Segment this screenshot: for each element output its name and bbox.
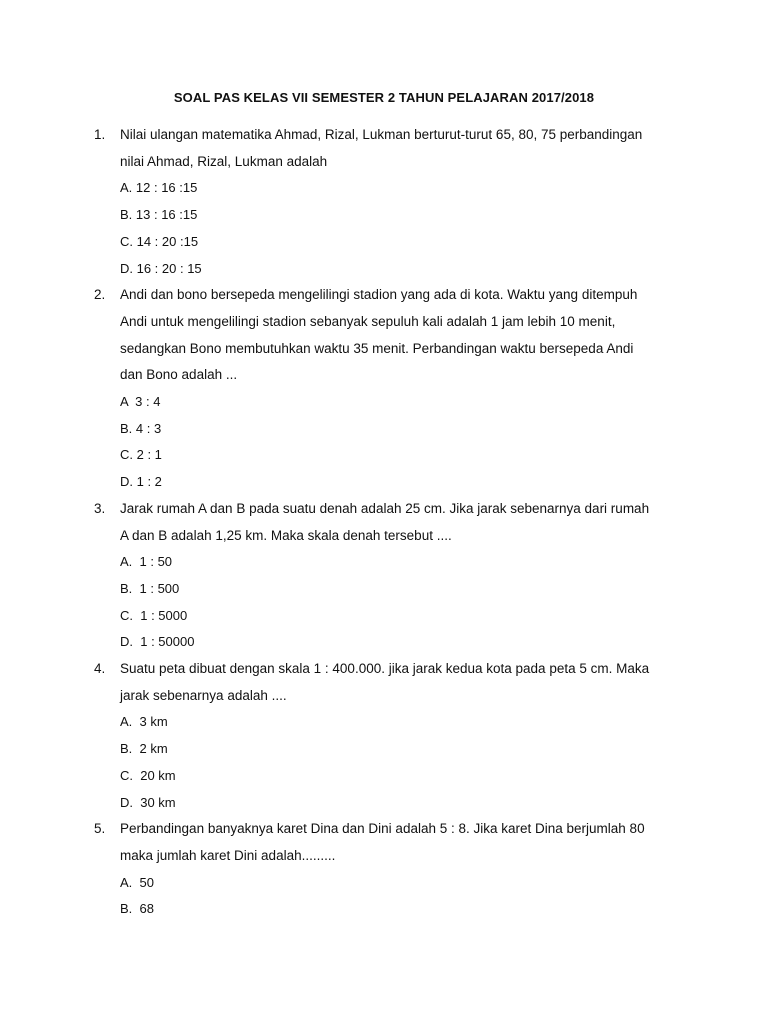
question-number: 4. [94,661,106,677]
question-number: 5. [94,821,106,837]
answer-option: D. 1 : 50000 [120,634,195,650]
question-line: Suatu peta dibuat dengan skala 1 : 400.000. jika jarak kedua kota pada peta 5 cm. Maka [120,661,650,677]
answer-option: D. 30 km [120,794,176,810]
answer-option: A. 3 km [120,714,168,730]
answer-option: B. 13 : 16 :15 [120,207,198,223]
answer-option: B. 68 [120,901,154,917]
question-line: dan Bono adalah ... [120,367,238,383]
question-number: 1. [94,127,106,142]
answer-option: B. 1 : 500 [120,580,180,596]
answer-option: D. 1 : 2 [120,474,162,490]
answer-option: B. 4 : 3 [120,420,162,436]
question-line: nilai Ahmad, Rizal, Lukman adalah [120,153,328,169]
question-item [94,656,694,816]
question-number: 2. [94,287,106,303]
question-item [94,816,694,923]
answer-option: B. 2 km [120,741,168,757]
answer-option: C. 2 : 1 [120,447,162,463]
question-item [94,496,694,656]
answer-option: A. 50 [120,874,154,890]
answer-option: A. 1 : 50 [120,554,173,570]
question-number: 3. [94,500,106,516]
question-item [94,122,694,282]
answer-option: C. 20 km [120,767,176,783]
question-line: maka jumlah karet Dini adalah......... [120,847,336,863]
question-list [94,122,694,923]
question-line: Andi untuk mengelilingi stadion sebanyak sepuluh kali adalah 1 jam lebih 10 menit, [120,313,616,329]
answer-option: A. 12 : 16 :15 [120,180,198,196]
question-line: Andi dan bono bersepeda mengelilingi stadion yang ada di kota. Waktu yang ditempuh [120,287,638,303]
question-line: Nilai ulangan matematika Ahmad, Rizal, Lukman berturut-turut 65, 80, 75 perbandingan [120,127,643,142]
answer-option: D. 16 : 20 : 15 [120,260,202,276]
answer-option: A 3 : 4 [120,394,161,410]
question-line: Perbandingan banyaknya karet Dina dan Dini adalah 5 : 8. Jika karet Dina berjumlah 80 [120,821,645,837]
question-line: A dan B adalah 1,25 km. Maka skala denah tersebut .... [120,527,452,543]
question-line: Jarak rumah A dan B pada suatu denah adalah 25 cm. Jika jarak sebenarnya dari rumah [120,500,650,516]
question-line: sedangkan Bono membutuhkan waktu 35 menit. Perbandingan waktu bersepeda Andi [120,340,634,356]
answer-option: C. 14 : 20 :15 [120,233,199,249]
question-line: jarak sebenarnya adalah .... [120,687,287,703]
question-item [94,282,694,496]
page-title: SOAL PAS KELAS VII SEMESTER 2 TAHUN PELAJARAN 2017/2018 [173,90,595,105]
answer-option: C. 1 : 5000 [120,607,188,623]
